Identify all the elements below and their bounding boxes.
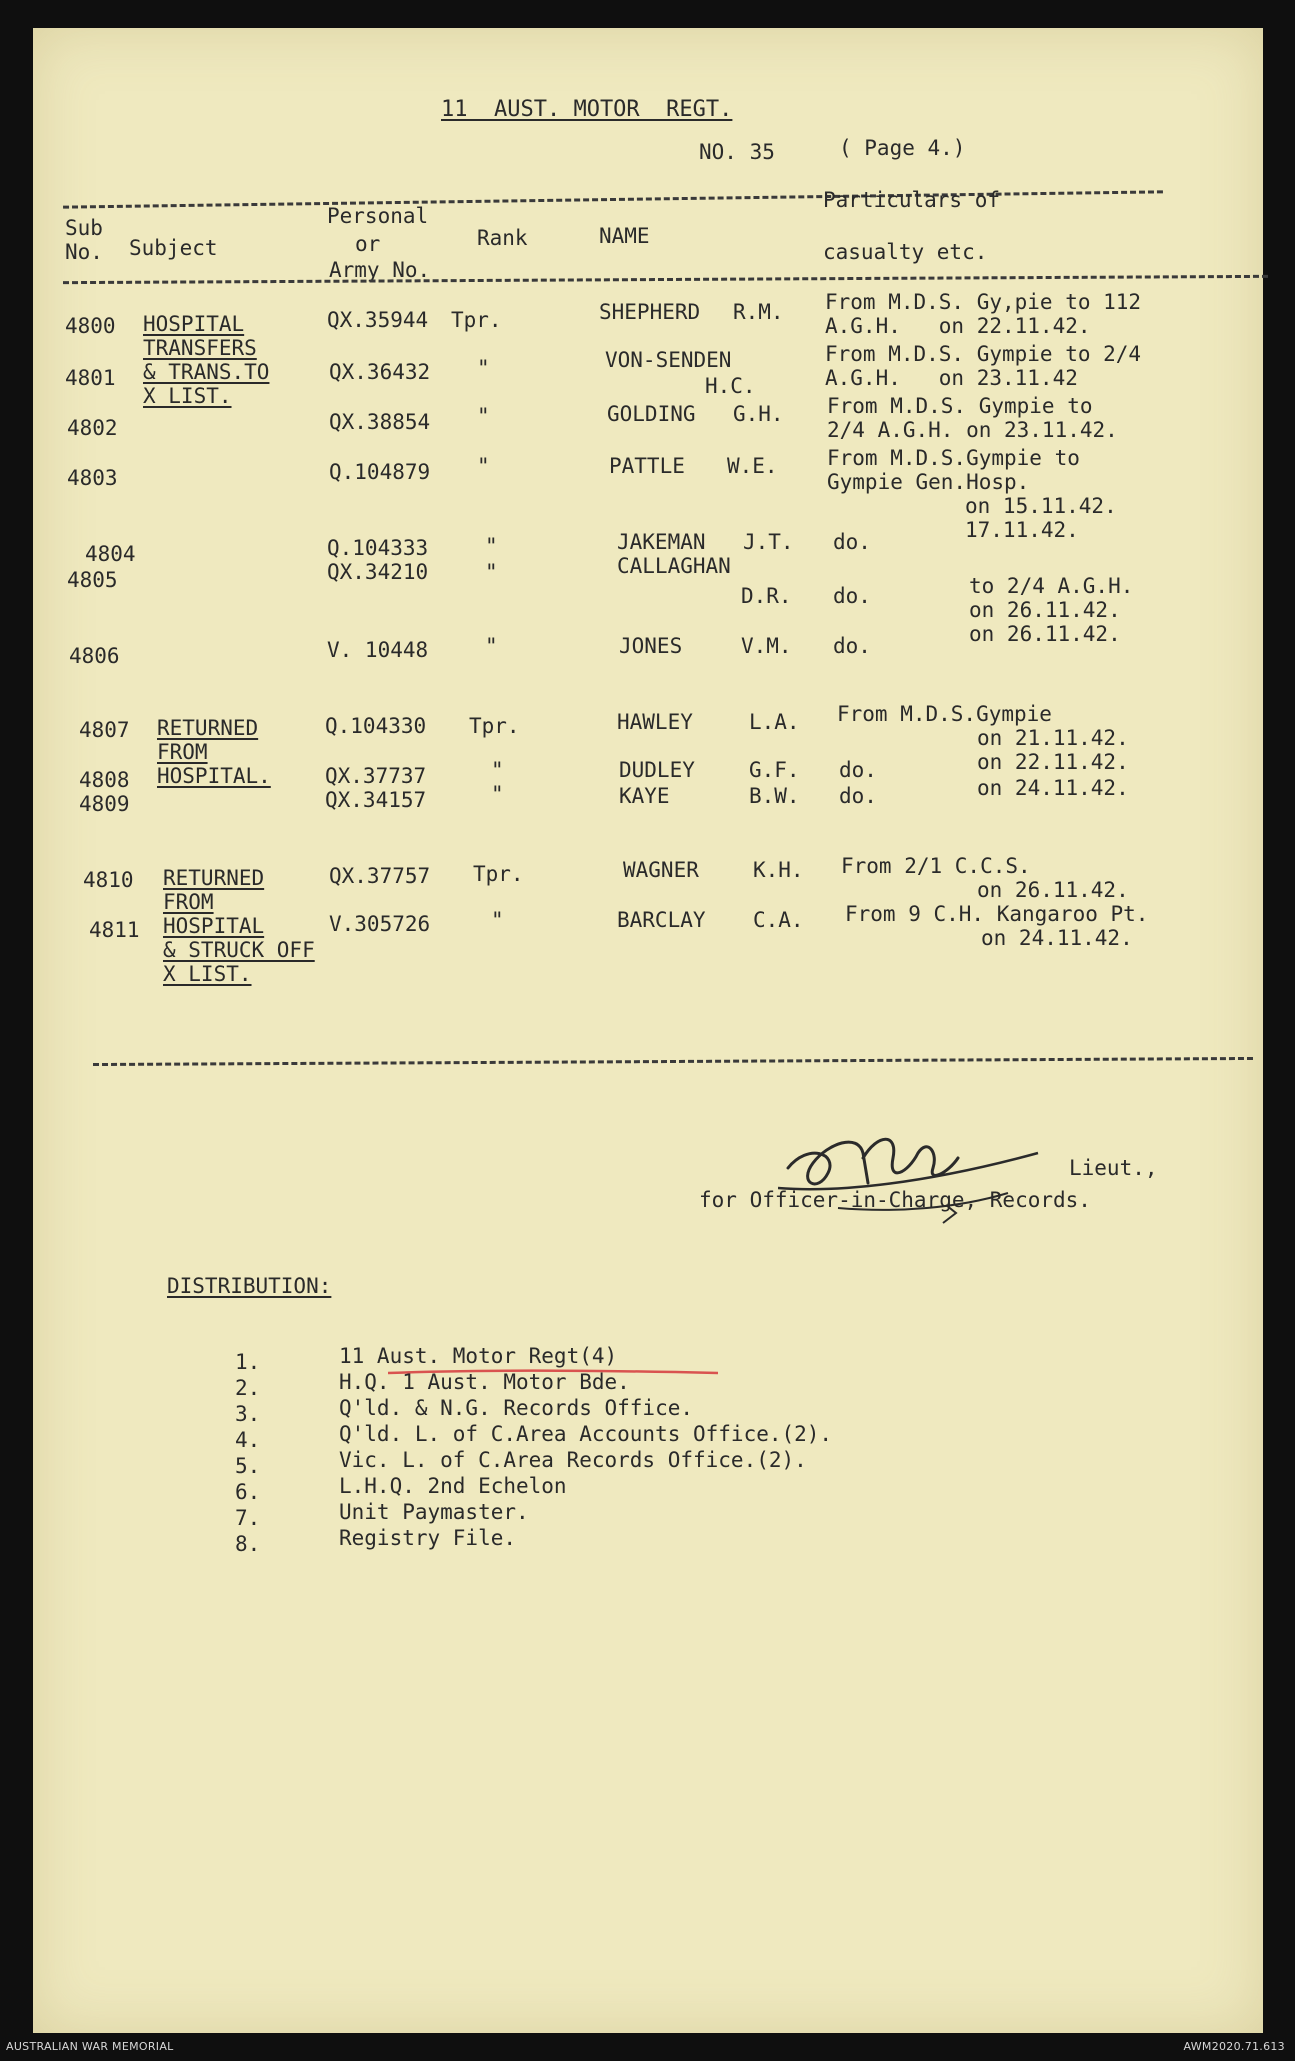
row-4802-sub-no: 4802 <box>67 416 118 440</box>
header-no: No. <box>65 240 103 264</box>
group-1-line-4: X LIST. <box>143 384 232 408</box>
row-4811-sub-no: 4811 <box>89 918 140 942</box>
group-2-line-3: HOSPITAL. <box>157 764 271 788</box>
group-1-line-3: & TRANS.TO <box>143 360 270 384</box>
row-4808-particulars-1: do. <box>839 758 877 782</box>
row-4809-initials: B.W. <box>749 784 800 808</box>
row-4802-army-no: QX.38854 <box>329 410 431 434</box>
row-4803-particulars-3: on 15.11.42. <box>965 494 1117 518</box>
row-4809-particulars-1: do. <box>839 784 877 808</box>
header-particulars: Particulars of <box>823 188 1001 212</box>
row-4803-initials: W.E. <box>727 454 778 478</box>
footer-archive-label: AUSTRALIAN WAR MEMORIAL <box>6 2040 174 2053</box>
row-4800-rank: Tpr. <box>451 308 502 332</box>
row-4811-surname: BARCLAY <box>617 908 706 932</box>
group-3-line-5: X LIST. <box>163 962 252 986</box>
document-number: NO. 35 <box>699 140 775 164</box>
row-4800-particulars-2: A.G.H. on 22.11.42. <box>825 314 1091 338</box>
distribution-item-6: L.H.Q. 2nd Echelon <box>339 1474 567 1498</box>
row-4811-initials: C.A. <box>753 908 804 932</box>
row-4808-army-no: QX.37737 <box>325 764 427 788</box>
row-4811-army-no: V.305726 <box>329 912 431 936</box>
distribution-num-7: 7. <box>235 1506 261 1530</box>
row-4800-sub-no: 4800 <box>65 314 116 338</box>
row-4802-particulars-1: From M.D.S. Gympie to <box>827 394 1093 418</box>
row-4805-army-no: QX.34210 <box>327 560 429 584</box>
distribution-item-3: Q'ld. & N.G. Records Office. <box>339 1396 694 1420</box>
row-4810-particulars-2: on 26.11.42. <box>977 878 1129 902</box>
row-4807-initials: L.A. <box>749 710 800 734</box>
distribution-num-5: 5. <box>235 1454 261 1478</box>
row-4805-particulars-2: to 2/4 A.G.H. <box>969 574 1134 598</box>
row-4806-surname: JONES <box>619 634 683 658</box>
group-2-line-2: FROM <box>157 740 208 764</box>
header-bottom-rule <box>63 275 1268 284</box>
row-4800-initials: R.M. <box>733 300 784 324</box>
row-4810-rank: Tpr. <box>473 862 524 886</box>
row-4805-rank: " <box>485 560 498 584</box>
row-4801-sub-no: 4801 <box>65 366 116 390</box>
row-4803-rank: " <box>477 454 490 478</box>
row-4805-sub-no: 4805 <box>67 568 118 592</box>
row-4801-rank: " <box>477 356 490 380</box>
header-subject: Subject <box>129 236 218 260</box>
distribution-num-6: 6. <box>235 1480 261 1504</box>
footer-accession-number: AWM2020.71.613 <box>1183 2040 1285 2053</box>
row-4804-particulars-1: do. <box>833 530 871 554</box>
row-4810-particulars-1: From 2/1 C.C.S. <box>841 854 1031 878</box>
group-1-line-2: TRANSFERS <box>143 336 257 360</box>
distribution-num-3: 3. <box>235 1402 261 1426</box>
header-name: NAME <box>599 224 650 248</box>
row-4806-army-no: V. 10448 <box>327 638 429 662</box>
distribution-num-1: 1. <box>235 1350 261 1374</box>
header-rank: Rank <box>477 226 528 250</box>
row-4808-rank: " <box>491 758 504 782</box>
row-4806-sub-no: 4806 <box>69 644 120 668</box>
row-4811-particulars-2: on 24.11.42. <box>981 926 1133 950</box>
distribution-num-8: 8. <box>235 1532 261 1556</box>
row-4800-particulars-1: From M.D.S. Gy,pie to 112 <box>825 290 1142 314</box>
signature-mark <box>778 1113 1078 1233</box>
row-4805-particulars-3: on 26.11.42. <box>969 598 1121 622</box>
row-4801-particulars-2: A.G.H. on 23.11.42 <box>825 366 1078 390</box>
row-4804-initials: J.T. <box>743 530 794 554</box>
row-4800-surname: SHEPHERD <box>599 300 701 324</box>
row-4804-army-no: Q.104333 <box>327 536 429 560</box>
row-4810-sub-no: 4810 <box>83 868 134 892</box>
distribution-num-4: 4. <box>235 1428 261 1452</box>
distribution-item-8: Registry File. <box>339 1526 517 1550</box>
header-sub: Sub <box>65 216 103 240</box>
group-3-line-3: HOSPITAL <box>163 914 265 938</box>
row-4801-initials: H.C. <box>705 374 756 398</box>
distribution-item-4: Q'ld. L. of C.Area Accounts Office.(2). <box>339 1422 833 1446</box>
distribution-item-7: Unit Paymaster. <box>339 1500 529 1524</box>
row-4807-particulars-1: From M.D.S.Gympie <box>837 702 1052 726</box>
row-4803-surname: PATTLE <box>609 454 685 478</box>
distribution-item-1: 11 Aust. Motor Regt(4) <box>339 1344 618 1368</box>
row-4811-particulars-1: From 9 C.H. Kangaroo Pt. <box>845 902 1149 926</box>
row-4804-surname: JAKEMAN <box>617 530 706 554</box>
row-4809-particulars-2: on 24.11.42. <box>977 776 1129 800</box>
row-4808-particulars-2: on 22.11.42. <box>977 750 1129 774</box>
row-4802-particulars-2: 2/4 A.G.H. on 23.11.42. <box>827 418 1118 442</box>
row-4802-initials: G.H. <box>733 402 784 426</box>
distribution-title: DISTRIBUTION: <box>167 1274 332 1298</box>
row-4804-rank: " <box>485 534 498 558</box>
table-bottom-rule <box>93 1057 1253 1066</box>
row-4810-initials: K.H. <box>753 858 804 882</box>
row-4809-army-no: QX.34157 <box>325 788 427 812</box>
row-4805-surname: CALLAGHAN <box>617 554 731 578</box>
row-4803-sub-no: 4803 <box>67 466 118 490</box>
row-4804-particulars-2: 17.11.42. <box>965 518 1079 542</box>
row-4810-army-no: QX.37757 <box>329 864 431 888</box>
header-casualty: casualty etc. <box>823 240 988 264</box>
distribution-item-2: H.Q. 1 Aust. Motor Bde. <box>339 1370 630 1394</box>
row-4808-sub-no: 4808 <box>79 768 130 792</box>
row-4808-initials: G.F. <box>749 758 800 782</box>
row-4809-surname: KAYE <box>619 784 670 808</box>
row-4803-army-no: Q.104879 <box>329 460 431 484</box>
row-4806-particulars-1: do. <box>833 634 871 658</box>
group-3-line-2: FROM <box>163 890 214 914</box>
distribution-num-2: 2. <box>235 1376 261 1400</box>
header-personal: Personal <box>327 204 429 228</box>
row-4801-army-no: QX.36432 <box>329 360 431 384</box>
distribution-item-5: Vic. L. of C.Area Records Office.(2). <box>339 1448 807 1472</box>
group-2-line-1: RETURNED <box>157 716 259 740</box>
document-page <box>33 28 1263 2033</box>
signature-rank: Lieut., <box>1069 1156 1158 1180</box>
group-3-line-1: RETURNED <box>163 866 265 890</box>
row-4806-particulars-2: on 26.11.42. <box>969 622 1121 646</box>
row-4806-initials: V.M. <box>741 634 792 658</box>
header-army-no: Army No. <box>329 258 431 282</box>
row-4804-sub-no: 4804 <box>85 542 136 566</box>
row-4805-particulars-1: do. <box>833 584 871 608</box>
row-4809-rank: " <box>491 782 504 806</box>
row-4807-army-no: Q.104330 <box>325 714 427 738</box>
row-4807-sub-no: 4807 <box>79 718 130 742</box>
row-4807-rank: Tpr. <box>469 714 520 738</box>
header-or: or <box>355 232 381 256</box>
row-4802-surname: GOLDING <box>607 402 696 426</box>
row-4809-sub-no: 4809 <box>79 792 130 816</box>
document-title: 11 AUST. MOTOR REGT. <box>441 97 733 122</box>
row-4803-particulars-1: From M.D.S.Gympie to <box>827 446 1080 470</box>
row-4807-particulars-2: on 21.11.42. <box>977 726 1129 750</box>
row-4801-particulars-1: From M.D.S. Gympie to 2/4 <box>825 342 1142 366</box>
row-4805-initials: D.R. <box>741 584 792 608</box>
row-4800-army-no: QX.35944 <box>327 308 429 332</box>
row-4807-surname: HAWLEY <box>617 710 693 734</box>
row-4801-surname: VON-SENDEN <box>605 348 732 372</box>
row-4806-rank: " <box>485 634 498 658</box>
row-4810-surname: WAGNER <box>623 858 699 882</box>
page-number: ( Page 4.) <box>839 136 966 160</box>
row-4802-rank: " <box>477 404 490 428</box>
row-4808-surname: DUDLEY <box>619 758 695 782</box>
row-4811-rank: " <box>491 908 504 932</box>
group-3-line-4: & STRUCK OFF <box>163 938 315 962</box>
signature-for-line: for Officer-in-Charge, Records. <box>699 1188 1091 1212</box>
row-4803-particulars-2: Gympie Gen.Hosp. <box>827 470 1030 494</box>
group-1-line-1: HOSPITAL <box>143 312 245 336</box>
